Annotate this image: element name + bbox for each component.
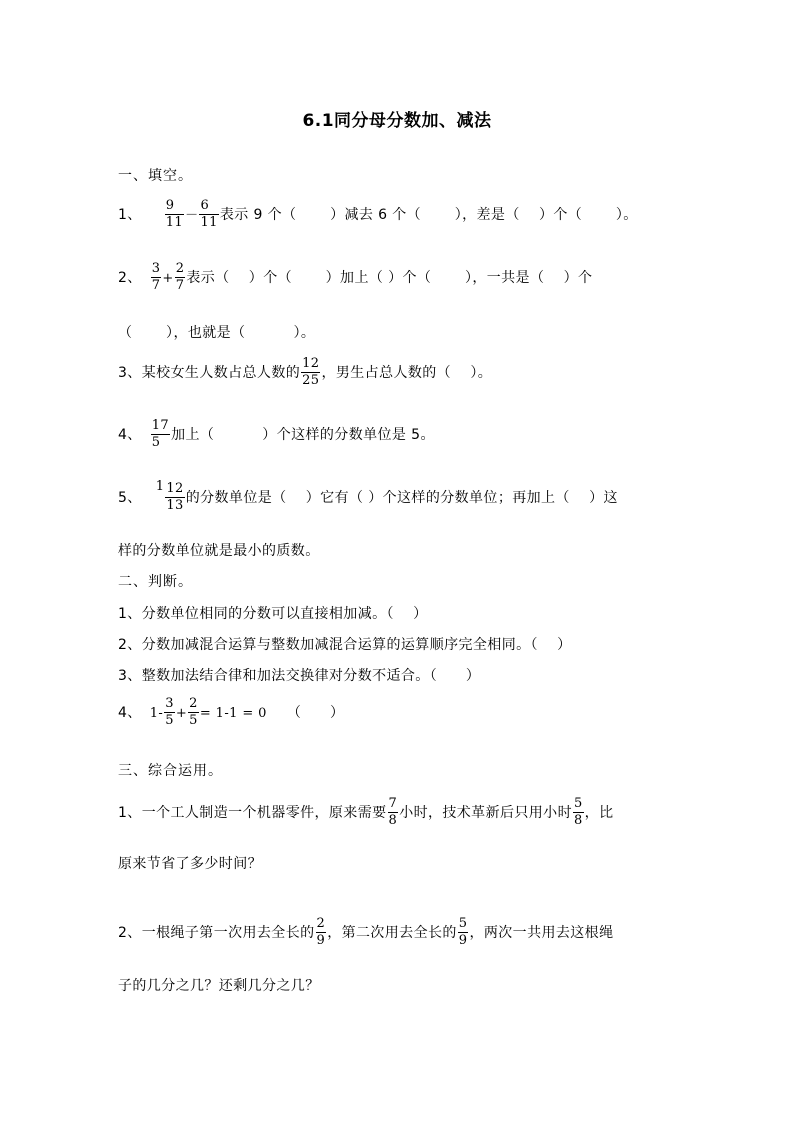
fraction: $\frac{12}{25}$ [302,356,320,388]
fraction: $\frac{3}{7}$ [151,261,161,293]
question-number: 4、 [118,704,142,721]
question-text: ，第二次用去全长的 [327,924,457,941]
fraction: $\frac{2}{7}$ [175,261,185,293]
question-text: 的分数单位是（ ）它有（ ）个这样的分数单位；再加上（ ）这 [185,489,618,506]
fraction: $\frac{9}{11}$ [165,198,184,230]
fraction: $\frac{6}{11}$ [200,198,218,230]
fraction: $\frac{7}{8}$ [388,796,398,828]
mixed-number-whole: 1 [155,478,165,494]
section-fill-heading: 一、填空。 [118,168,193,184]
question-text: 某校女生人数占总人数的 [141,364,301,381]
fill-question-5-continued [118,540,678,560]
question-number: 4、 [118,426,142,443]
page-title: 6.1同分母分数加、减法 [302,111,492,131]
apply-question-2-continued: 子的几分之几？还剩几分之几？ [118,978,320,994]
apply-question-1 [118,796,678,829]
question-number: 5、 [118,489,142,506]
answer-blank: （ ） [286,704,345,721]
question-text: 表示 9 个（ ）减去 6 个（ ），差是（ ）个（ ）。 [219,206,638,223]
question-text: ，比 [584,804,614,821]
minus-sign: － [185,207,199,223]
question-number: 3、 [118,364,142,381]
math-expression: = 1-1 = 0 [199,705,267,721]
section-apply-heading: 三、综合运用。 [118,763,223,779]
apply-question-1-continued: 原来节省了多少时间？ [118,856,262,872]
question-text: 表示（ ）个（ ）加上（ ）个（ ），一共是（ ）个 [186,269,593,286]
section-judge-heading: 二、判断。 [118,574,193,590]
math-expression: 1- [149,705,164,721]
plus-sign: + [162,270,174,286]
fill-question-3 [118,356,678,389]
judge-question-3: 3、整数加法结合律和加法交换律对分数不适合。（ ） [118,668,481,684]
plus-sign: + [175,705,188,721]
question-text: 加上（ ）个这样的分数单位是 5。 [171,426,435,443]
fraction: $\frac{3}{5}$ [165,696,174,728]
fraction: $\frac{2}{9}$ [316,916,326,948]
judge-question-2: 2、分数加减混合运算与整数加减混合运算的运算顺序完全相同。（ ） [118,637,572,653]
fraction: $\frac{12}{13}$ [166,481,184,513]
fill-question-4 [118,418,678,451]
fraction: $\frac{5}{9}$ [458,916,468,948]
question-text: 样的分数单位就是最小的质数。 [118,543,320,559]
apply-question-2 [118,916,678,949]
question-number: 2、 [118,269,142,286]
fill-question-2 [118,261,678,294]
fill-question-2-continued [118,322,678,342]
fill-question-5 [118,478,678,514]
question-text: 2、一根绳子第一次用去全长的 [118,924,315,941]
judge-question-4 [118,696,678,729]
judge-question-1: 1、分数单位相同的分数可以直接相加减。（ ） [118,606,428,622]
question-text: ，两次一共用去这根绳 [469,924,614,941]
fraction: $\frac{17}{5}$ [151,418,170,450]
question-text: ，男生占总人数的（ ）。 [321,364,493,381]
fill-question-1 [118,198,678,231]
fraction: $\frac{5}{8}$ [574,796,583,828]
question-text: （ ），也就是（ ）。 [118,325,316,341]
question-number: 1、 [118,206,142,223]
fraction: $\frac{2}{5}$ [189,696,198,728]
question-text: 小时，技术革新后只用小时 [399,804,572,821]
question-text: 1、一个工人制造一个机器零件，原来需要 [118,804,387,821]
